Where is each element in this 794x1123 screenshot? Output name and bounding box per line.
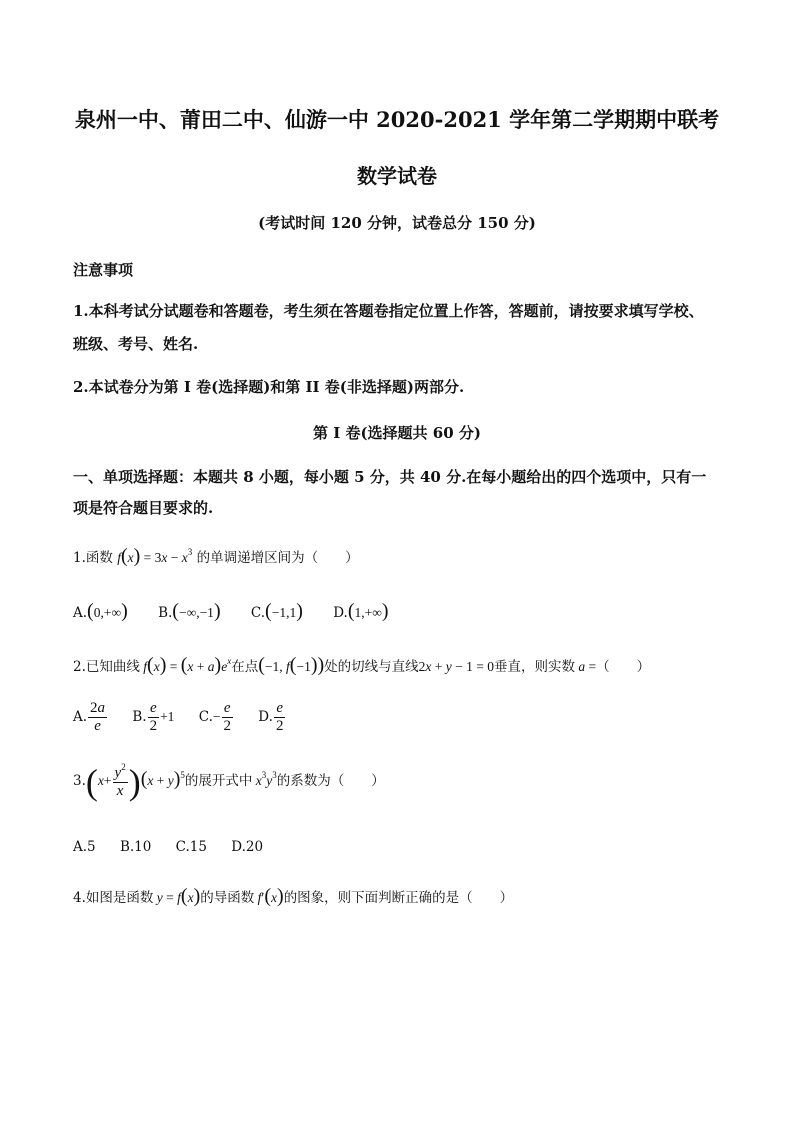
q3-option-d[interactable]: D.20 [231, 839, 264, 855]
q1-prefix: 1.函数 [73, 550, 113, 566]
q2-mid-3: 垂直，则实数 [494, 659, 576, 675]
question-2 [73, 655, 650, 675]
q2-suffix: （ ） [596, 659, 651, 675]
q2-formula-point: (−1, f(−1)) [258, 654, 325, 676]
q4-suffix: 的图象，则下面判断正确的是（ ） [283, 890, 514, 906]
question-4 [73, 886, 513, 906]
q1-formula: $f(x) = 3x - x^3$ [117, 545, 193, 567]
question-3 [73, 764, 385, 800]
section-intro-line-1: 一、单项选择题：本题共 8 小题，每小题 5 分，共 40 分.在每小题给出的四个选项中，只有一 [73, 468, 707, 486]
q3-formula-term: $x^3y^3$ [252, 770, 277, 789]
q3-mid-1: 的展开式中 [184, 773, 253, 790]
q2-option-a[interactable]: A. $\frac{2a}{e}$ [73, 700, 106, 734]
q1-option-b[interactable]: B.(−∞,−1) [158, 600, 221, 622]
section-intro-line-2: 项是符合题目要求的. [73, 499, 214, 517]
q4-formula-derivative: f′(x) [254, 885, 284, 907]
exam-title: 泉州一中、莆田二中、仙游一中 2020-2021 学年第二学期期中联考 [74, 107, 720, 132]
question-1 [73, 546, 359, 566]
note-item-2: 2.本试卷分为第 I 卷(选择题)和第 II 卷(非选择题)两部分. [73, 378, 465, 396]
q2-formula-a: a = [575, 659, 597, 674]
q1-options [73, 601, 415, 621]
paper-subtitle: 数学试卷 [357, 164, 437, 188]
q4-mid-1: 的导函数 [200, 890, 255, 906]
q3-option-a[interactable]: A.5 [73, 839, 96, 855]
q1-option-c[interactable]: C.(−1,1) [250, 600, 303, 622]
q1-suffix: 的单调递增区间为（ ） [196, 550, 359, 566]
q3-formula-factor: (x+ $\frac{y^2}{x}$ )$(x + y)^5$ [85, 762, 185, 802]
q2-option-d[interactable]: D. $\frac{e}{2}$ [258, 700, 284, 734]
q2-prefix: 2.已知曲线 [73, 659, 140, 675]
exam-info: (考试时间 120 分钟，试卷总分 150 分) [258, 214, 536, 232]
q4-prefix: 4.如图是函数 [73, 890, 154, 906]
part1-heading: 第 I 卷(选择题共 60 分) [313, 424, 481, 442]
q3-prefix: 3. [73, 773, 86, 790]
q4-formula-function: y = f(x) [153, 885, 201, 907]
q2-options [73, 700, 312, 734]
q1-option-d[interactable]: D.(1,+∞) [333, 600, 389, 622]
note-item-1-line-1: 1.本科考试分试题卷和答题卷，考生须在答题卷指定位置上作答，答题前，请按要求填写学校、 [73, 302, 704, 320]
notes-heading: 注意事项 [73, 261, 134, 279]
q3-options [73, 839, 289, 855]
q2-formula-curve: $f(x) = (x + a)e^x$ [139, 654, 232, 676]
q2-mid-1: 在点 [231, 659, 259, 675]
q2-formula-line: 2x + y − 1 = 0 [418, 659, 495, 674]
q3-option-c[interactable]: C.15 [175, 839, 207, 855]
q3-suffix: 的系数为（ ） [276, 773, 385, 790]
q2-mid-2: 处的切线与直线 [324, 659, 419, 675]
q2-option-b[interactable]: B. $\frac{e}{2}$ +1 [132, 700, 175, 734]
q1-option-a[interactable]: A.(0,+∞) [73, 600, 128, 622]
note-item-1-line-2: 班级、考号、姓名. [73, 335, 199, 353]
q2-option-c[interactable]: C.− $\frac{e}{2}$ [198, 700, 231, 734]
q3-option-b[interactable]: B.10 [119, 839, 152, 855]
